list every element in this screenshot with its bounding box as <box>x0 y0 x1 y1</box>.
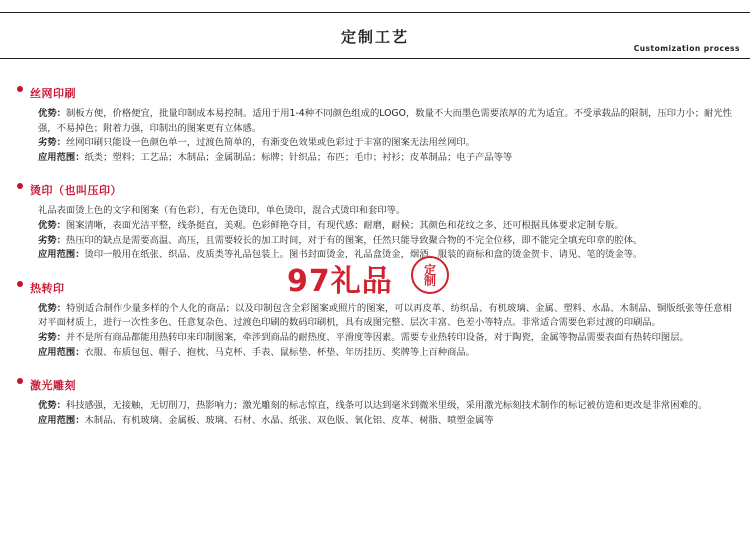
paragraph-text: 丝网印刷只能设一色颜色单一，过渡色简单的，有渐变色效果或色彩过于丰富的图案无法用丝网印。 <box>65 137 475 149</box>
paragraph <box>0 234 750 249</box>
paragraph <box>0 302 750 331</box>
paragraph-text: 衣服、布质包包、帽子、抱枕、马克杯、手表、鼠标垫、杯垫、年历挂历、奖牌等上百种商品。 <box>84 346 475 358</box>
paragraph-text: 并不是所有商品都能用热转印来印制图案，牵涉到商品的耐热度、平滑度等因素。需要专业热转印设备，对于陶瓷，金属等物品需要表面有热转印图层。 <box>65 331 689 343</box>
bullet-icon <box>17 378 23 384</box>
paragraph-label: 劣势： <box>38 137 66 149</box>
paragraph-label: 劣势： <box>38 331 66 343</box>
paragraph-text: 科技感强，无接触，无切削刀，热影响力；激光雕刻的标志惊直，线条可以达到毫米到微米里级，采用激光标刻技术制作的标记被仿造和更改是非常困难的。 <box>65 400 708 412</box>
header-rule-top <box>0 12 750 13</box>
paragraph <box>0 248 750 263</box>
paragraph <box>0 346 750 361</box>
page-subtitle: Customization process <box>633 44 740 53</box>
paragraph-text: 纸类；塑料；工艺品；木制品；金属制品；标牌；针织品；布匹；毛巾；衬衫；皮革制品；电子产品等等 <box>84 151 513 163</box>
section-title: 丝网印刷 <box>30 87 76 100</box>
paragraph-text: 礼品表面烫上色的文字和图案（有色彩），有无色烫印，单色烫印，混合式烫印和套印等。 <box>38 205 406 217</box>
paragraph-label: 应用范围： <box>38 346 85 358</box>
section-title: 激光雕刻 <box>30 379 76 393</box>
paragraph-label: 应用范围： <box>38 414 85 426</box>
paragraph <box>0 151 750 166</box>
paragraph-label: 优势： <box>38 302 67 314</box>
paragraph <box>0 219 750 234</box>
page-title: 定制工艺 <box>340 28 409 46</box>
section-silkscreen <box>0 82 750 165</box>
section-heading <box>0 274 750 296</box>
paragraph-text: 木制品、有机玻璃、金属板、玻璃、石材、水晶、纸张、双色版、氧化铝、皮革、树脂、喷塑金属等 <box>84 414 494 426</box>
paragraph-label: 应用范围： <box>38 249 85 261</box>
header-rule-bottom <box>0 58 750 59</box>
paragraph-text: 烫印一般用在纸张、织品、皮质类等礼品包装上。图书封面烫金，礼品盒烫金，烟酒、服装的商标和盒的烫金贺卡、请见、笔的烫金等。 <box>84 249 643 261</box>
paragraph <box>0 331 750 346</box>
section-heading <box>0 82 750 101</box>
paragraph-text: 热压印的缺点是需要高温、高压，且需要较长的加工时间，对于有的图案，任然只能导致聚合物的不完全位移，即不能完全填充印章的腔体。 <box>65 234 643 246</box>
paragraph <box>0 107 750 136</box>
paragraph-label: 应用范围： <box>38 151 85 163</box>
paragraph-label: 优势： <box>38 400 66 412</box>
section-title: 烫印（也叫压印） <box>30 184 122 198</box>
paragraph-text: 图案清晰，表面光洁平整，线条挺直，美观。色彩鲜艳夺目，有现代感；耐磨，耐候；其颜色和花纹之多，还可根据具体要求定制专版。 <box>65 219 624 231</box>
watermark-text: 97礼品 <box>287 264 393 299</box>
section-title: 热转印 <box>30 281 65 295</box>
paragraph <box>0 204 750 219</box>
document-header <box>0 0 750 62</box>
section-heat-transfer <box>0 274 750 360</box>
section-laser-engraving <box>0 374 750 428</box>
paragraph-label: 优势： <box>38 219 66 231</box>
bullet-icon <box>17 183 23 189</box>
document-body <box>0 62 750 428</box>
section-heading <box>0 374 750 393</box>
paragraph <box>0 136 750 151</box>
watermark-seal-line1: 定 <box>423 263 436 277</box>
section-hot-stamping <box>0 179 750 262</box>
paragraph <box>0 414 750 429</box>
paragraph-text: 特别适合制作少量多样的个人化的商品；以及印制包含全彩图案或照片的图案，可以再皮革、纺织品、有机玻璃、金属、塑料、水晶、木制品、铜版纸张等任意相对平面材质上，进行一次性多色、任意复杂色、过渡色印刷的数码印刷机，具有成图完整、层次丰富、色差小等特点。非常适合需要色彩过渡的印刷品。 <box>38 302 732 329</box>
paragraph <box>0 399 750 414</box>
paragraph-label: 优势： <box>38 108 66 119</box>
bullet-icon <box>17 86 23 92</box>
bullet-icon <box>17 281 23 287</box>
section-heading <box>0 179 750 198</box>
watermark-seal-line2: 制 <box>423 274 436 288</box>
paragraph-text: 制板方便，价格便宜，批量印制成本易控制。适用于用1-4种不同颜色组成的LOGO，数量不大而墨色需要浓厚的尤为适宜。不受承载品的限制，压印力小；耐光性强，不易掉色；附着力强，印制出的图案更有立体感。 <box>38 108 732 134</box>
paragraph-label: 劣势： <box>38 234 66 246</box>
